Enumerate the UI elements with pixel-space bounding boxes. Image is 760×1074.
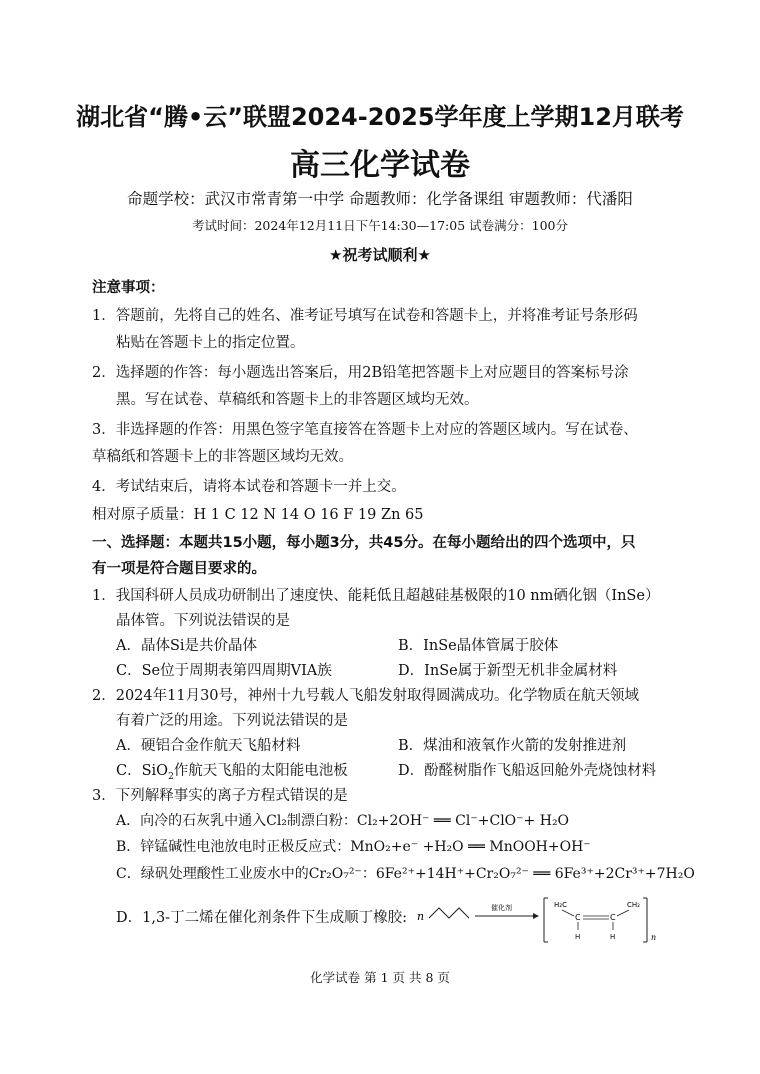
butadiene-polymerization-equation [415, 888, 665, 948]
q2-option-c: C．SiO$_2$作航天飞船的太阳能电池板 [116, 763, 348, 782]
time-line: 考试时间：2024年12月11日下午14:30—17:05 试卷满分：100分 [191, 218, 568, 233]
q1-option-d: D．InSe属于新型无机非金属材料 [398, 663, 618, 679]
q3-option-b: B．锌锰碱性电池放电时正极反应式：MnO₂+e⁻ +H₂O ══ MnOOH+OH⁻ [116, 839, 591, 855]
q2-option-d: D．酚醛树脂作飞船返回舱外壳烧蚀材料 [398, 763, 657, 779]
school-line: 命题学校：武汉市常青第一中学 命题教师：化学备课组 审题教师：代潘阳 [127, 190, 633, 208]
catalyst-label: 催化剂 [491, 904, 512, 912]
q2-option-a: A．硬铝合金作航天飞船材料 [116, 738, 301, 754]
exam-subtitle: 高三化学试卷 [290, 148, 470, 183]
h2c-label: H₂C [554, 901, 567, 909]
carbon-label-left: C [575, 913, 581, 922]
notice-item-2-line-2: 黑。写在试卷、草稿纸和答题卡上的非答题区域均无效。 [116, 392, 479, 408]
section-1-line-1: 一、选择题：本题共15小题，每小题3分，共45分。在每小题给出的四个选项中，只 [92, 535, 636, 551]
notice-item-3-line-2: 草稿纸和答题卡上的非答题区域均无效。 [92, 449, 353, 465]
q1-option-a: A．晶体Si是共价晶体 [116, 638, 258, 654]
q2-option-b: B．煤油和液氧作火箭的发射推进剂 [398, 738, 627, 754]
q1-option-c: C．Se位于周期表第四周期VIA族 [116, 663, 332, 679]
q2-stem-line-2: 有着广泛的用途。下列说法错误的是 [116, 713, 348, 729]
polymer-n: n [651, 933, 657, 942]
page-footer: 化学试卷 第 1 页 共 8 页 [310, 970, 450, 985]
h-label-left: H [575, 933, 581, 941]
q2-stem-line-1: 2．2024年11月30号，神州十九号载人飞船发射取得圆满成功。化学物质在航天领域 [92, 688, 640, 704]
q3-option-c: C．绿矾处理酸性工业废水中的Cr₂O₇²⁻：6Fe²⁺+14H⁺+Cr₂O₇²⁻ ══ 6Fe³⁺+2Cr³⁺+7H₂O [116, 866, 695, 882]
notice-item-1-line-1: 1．答题前，先将自己的姓名、准考证号填写在试卷和答题卡上，并将准考证号条形码 [92, 308, 638, 324]
monomer-count-n: n [417, 910, 425, 923]
ch2-label: CH₂ [627, 901, 640, 909]
q1-stem-line-2: 晶体管。下列说法错误的是 [116, 613, 290, 629]
q1-stem-line-1: 1．我国科研人员成功研制出了速度快、能耗低且超越硅基极限的10 nm硒化铟（InSe） [92, 588, 660, 604]
notice-item-1-line-2: 粘贴在答题卡上的指定位置。 [116, 335, 305, 351]
section-1-line-2: 有一项是符合题目要求的。 [92, 561, 266, 577]
q3-option-d: D．1,3-丁二烯在催化剂条件下生成顺丁橡胶: [116, 910, 407, 926]
exam-title: 湖北省“腾•云”联盟2024-2025学年度上学期12月联考 [76, 103, 684, 131]
notice-item-3-line-1: 3．非选择题的作答：用黑色签字笔直接答在答题卡上对应的答题区域内。写在试卷、 [92, 422, 638, 438]
butadiene-skeleton [429, 908, 469, 918]
q3-stem: 3．下列解释事实的离子方程式错误的是 [92, 788, 348, 804]
q3-option-a: A．向冷的石灰乳中通入Cl₂制漂白粉：Cl₂+2OH⁻ ══ Cl⁻+ClO⁻+ H₂O [116, 813, 570, 829]
h-label-right: H [610, 933, 616, 941]
wish-line: ★祝考试顺利★ [329, 246, 431, 264]
notice-item-2-line-1: 2．选择题的作答：每小题选出答案后，用2B铅笔把答题卡上对应题目的答案标号涂 [92, 365, 629, 381]
notice-item-4: 4．考试结束后，请将本试卷和答题卡一并上交。 [92, 479, 406, 495]
q1-option-b: B．InSe晶体管属于胶体 [398, 638, 559, 654]
notice-heading: 注意事项： [92, 280, 165, 296]
carbon-label-right: C [610, 913, 616, 922]
reaction-arrow-head [533, 913, 539, 919]
atomic-mass: 相对原子质量：H 1 C 12 N 14 O 16 F 19 Zn 65 [92, 507, 424, 523]
